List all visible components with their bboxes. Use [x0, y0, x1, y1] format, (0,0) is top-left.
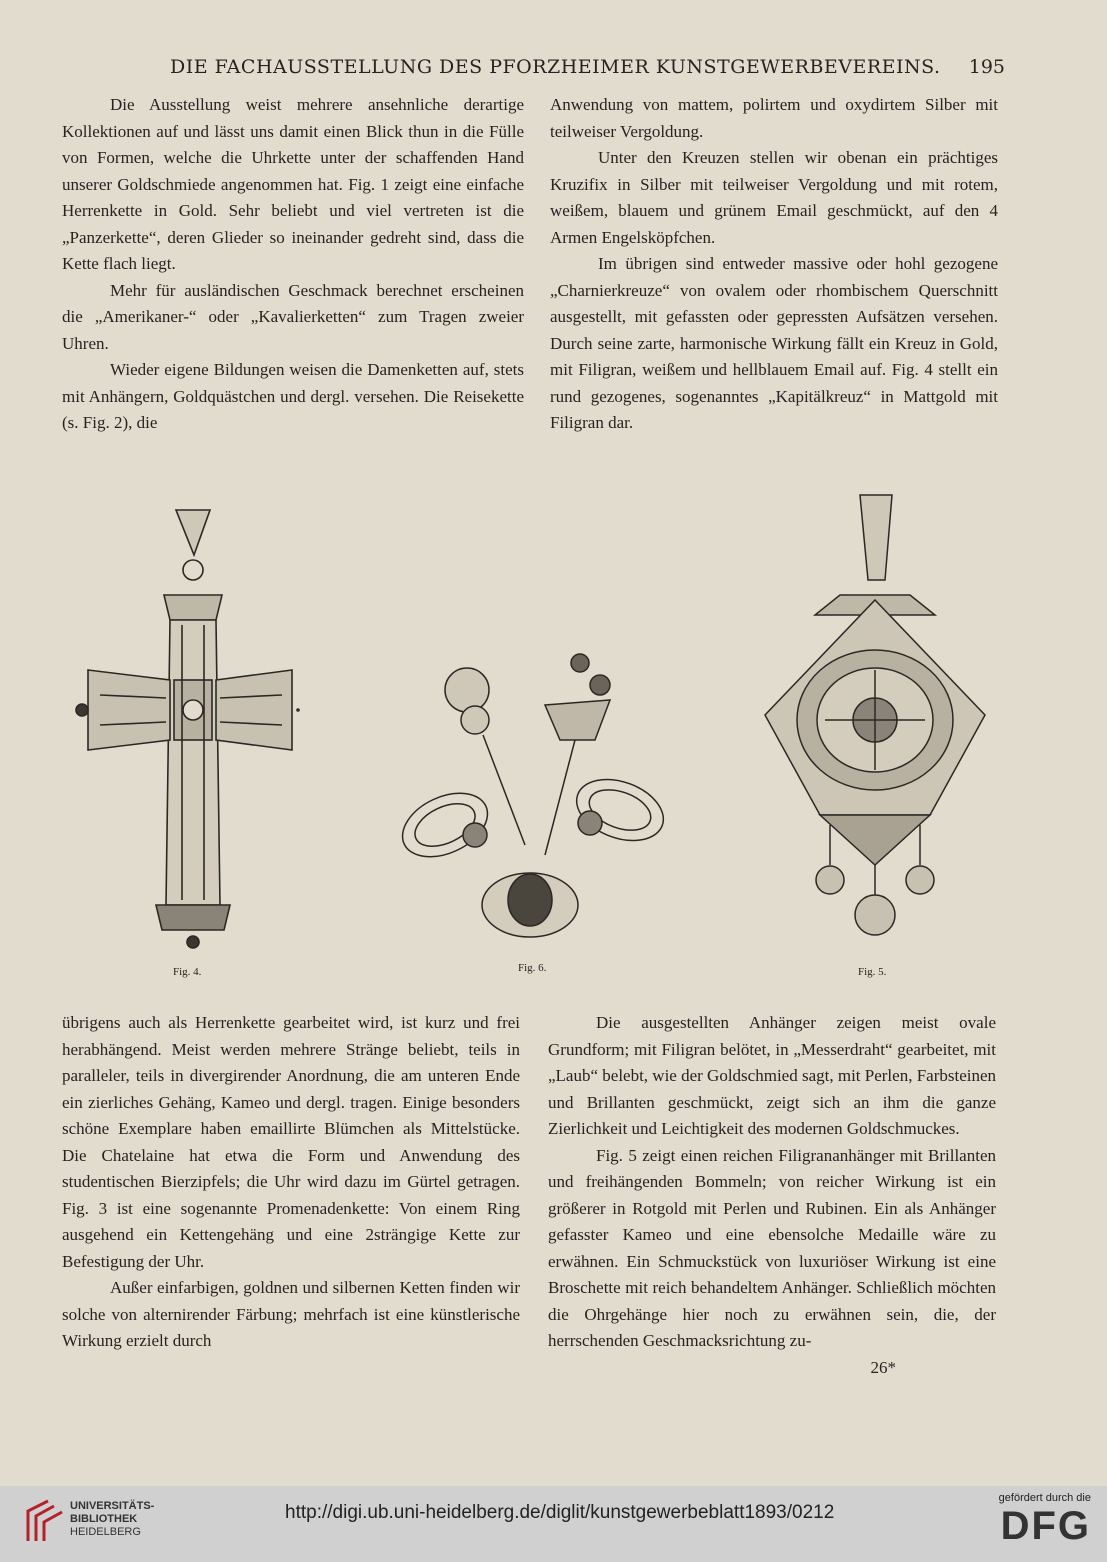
paragraph: Mehr für ausländischen Geschmack berechnet erscheinen die „Amerikaner-“ oder „Kavalierketten“ zum Tragen zweier Uhren. — [62, 280, 524, 353]
page-number: 195 — [968, 56, 1005, 78]
left-column-top — [62, 92, 524, 437]
paragraph: Unter den Kreuzen stellen wir obenan ein prächtiges Kruzifix in Silber mit teilweiser Vergoldung und mit rotem, weißem, blauem und grünem Email geschmückt, auf den 4 Armen Engelsköpfchen. — [550, 148, 998, 247]
paragraph: Im übrigen sind entweder massive oder hohl gezogene „Charnierkreuze“ von ovalem oder rhombischem Querschnitt ausgestellt, mit gefassten oder gepressten Aufsätzen versehen. Durch seine zarte, harmonische Wirkung fällt ein Kreuz in Gold, mit Filigran, weißem und hellblauem Email auf. Fig. 4 stellt ein rund gezogenes, sogenanntes „Kapitälkreuz“ in Mattgold mit Filigran dar. — [550, 254, 998, 432]
paragraph: Anwendung von mattem, polirtem und oxydirtem Silber mit teilweiser Vergoldung. — [550, 95, 998, 141]
caption-fig-4: Fig. 4. — [173, 966, 202, 978]
signature-mark: 26* — [870, 1357, 896, 1377]
figure-cross — [70, 500, 300, 960]
paragraph: Die ausgestellten Anhänger zeigen meist ovale Grundform; mit Filigran belötet, in „Messerdraht“ gearbeitet, mit „Laub“ belebt, wie der Goldschmied sagt, mit Perlen, Farbsteinen und Brillanten geschmückt, zeigt sich an ihm die ganze Zierlichkeit und Leichtigkeit des modernen Goldschmuckes. — [548, 1013, 997, 1138]
paragraph: Die Ausstellung weist mehrere ansehnliche derartige Kollektionen auf und lässt uns damit einen Blick thun in die Fülle von Formen, welche die Uhrkette unter der schaffenden Hand unserer Goldschmiede angenommen hat. Fig. 1 zeigt eine einfache Herrenkette in Gold. Sehr beliebt und viel vertreten ist die „Panzerkette“, deren Glieder so ineinander gedreht sind, dass die Kette flach liegt. — [62, 95, 524, 273]
left-column-bottom — [62, 1010, 520, 1355]
header-title: DIE FACHAUSSTELLUNG DES PFORZHEIMER KUNSTGEWERBEVEREINS. — [170, 56, 941, 78]
figure-pins-rings — [395, 645, 675, 945]
university-logo-icon — [18, 1496, 70, 1548]
pins-rings-illustration — [395, 645, 675, 945]
running-header — [60, 56, 1005, 84]
right-column-top — [550, 92, 998, 437]
footer-bar — [0, 1486, 1107, 1562]
caption-fig-5: Fig. 5. — [858, 966, 887, 978]
right-column-bottom — [548, 1010, 996, 1381]
funding-notice: gefördert durch die DFG — [998, 1492, 1091, 1548]
cross-illustration — [70, 500, 300, 960]
permalink-url[interactable]: http://digi.ub.uni-heidelberg.de/diglit/kunstgewerbeblatt1893/0212 — [285, 1502, 835, 1523]
paragraph: übrigens auch als Herrenkette gearbeitet wird, ist kurz und frei herabhängend. Meist werden mehrere Stränge beliebt, teils in paralleler, teils in divergirender Anordnung, die am unteren Ende ein zierliches Gehäng, Kameo und dergl. tragen. Einige besonders schöne Exemplare haben emaillirte Blümchen als Mittelstücke. Die Chatelaine hat etwa die Form und Anwendung des studentischen Bierzipfels; die Uhr wird dazu im Gürtel getragen. Fig. 3 ist eine sogenannte Promenadenkette: Von einem Ring ausgehend ein Kettengehäng und eine 2strängige Kette zur Befestigung der Uhr. — [62, 1013, 520, 1271]
figure-pendant — [760, 485, 990, 955]
pendant-illustration — [760, 485, 990, 955]
caption-fig-6: Fig. 6. — [518, 962, 547, 974]
paragraph: Fig. 5 zeigt einen reichen Filigrananhänger mit Brillanten und freihängenden Bommeln; von reicher Wirkung ist ein größerer in Rotgold mit Perlen und Rubinen. Ein als Anhänger gefasster Kameo und eine ebensolche Medaille wäre zu erwähnen. Ein Schmuckstück von luxuriöser Wirkung ist eine Broschette mit reich behandeltem Anhänger. Schließlich möchten die Ohrgehänge hier noch zu erwähnen sein, die, der herrschenden Geschmacksrichtung zu- — [548, 1145, 996, 1350]
paragraph: Außer einfarbigen, goldnen und silbernen Ketten finden wir solche von alternirender Färbung; mehrfach ist eine künstlerische Wirkung erzielt durch — [62, 1278, 520, 1350]
library-name: UNIVERSITÄTS- BIBLIOTHEK HEIDELBERG — [70, 1500, 155, 1538]
paragraph: Wieder eigene Bildungen weisen die Damenketten auf, stets mit Anhängern, Goldquästchen und dergl. versehen. Die Reisekette (s. Fig. 2), die — [62, 360, 524, 432]
dfg-logo: DFG — [1000, 1504, 1091, 1548]
